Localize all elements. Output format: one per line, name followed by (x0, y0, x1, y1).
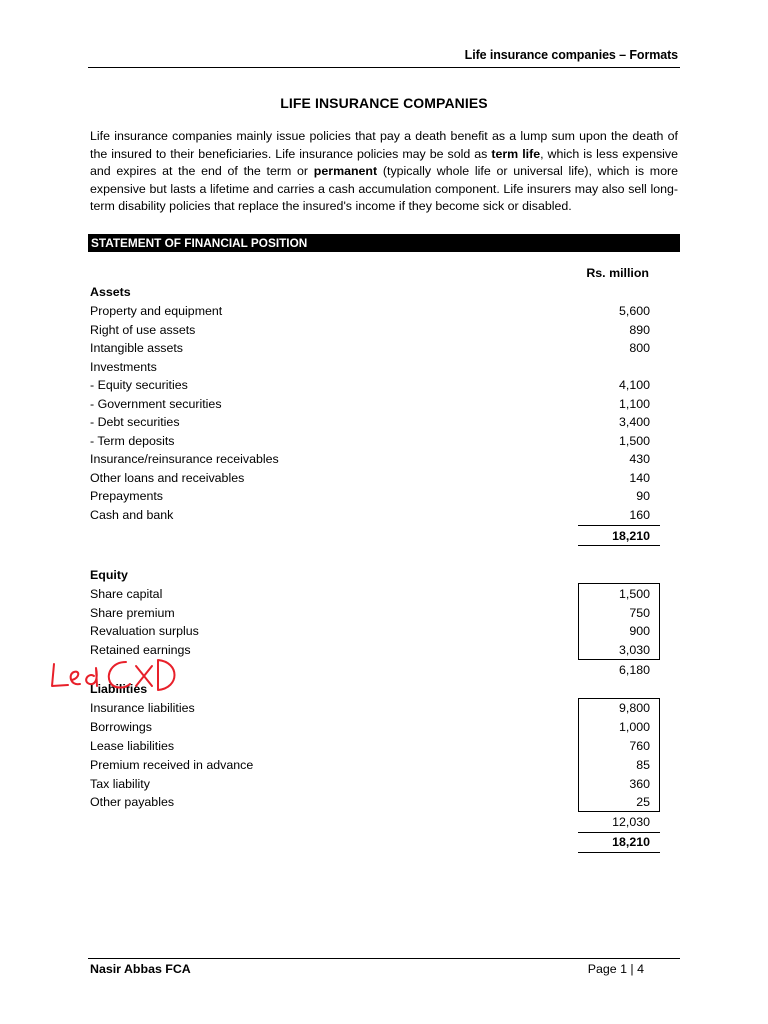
row-label: Lease liabilities (90, 739, 175, 753)
row-label: Intangible assets (90, 341, 183, 355)
statement-row (90, 302, 650, 321)
row-value: 3,030 (618, 642, 650, 657)
row-label: - Government securities (90, 396, 222, 411)
assets-total-row (90, 527, 650, 546)
statement-row (90, 450, 650, 469)
row-value: 25 (636, 795, 650, 809)
statement-row (90, 585, 650, 604)
equity-heading: Equity (90, 568, 128, 582)
handwritten-annotation (44, 652, 176, 696)
statement-row (90, 737, 650, 756)
row-label: Property and equipment (90, 304, 223, 318)
statement-row (90, 358, 650, 377)
row-value: 85 (636, 757, 650, 772)
row-label: Insurance/reinsurance receivables (90, 452, 279, 466)
statement-row (90, 699, 650, 718)
statement-row (90, 487, 650, 506)
section-heading: STATEMENT OF FINANCIAL POSITION (88, 234, 680, 252)
statement-row (90, 718, 650, 737)
row-label: - Term deposits (90, 433, 175, 448)
grand-total-row (90, 833, 650, 852)
footer-author: Nasir Abbas FCA (90, 962, 191, 976)
statement-row (90, 775, 650, 794)
intro-term-life: term life (491, 146, 541, 161)
assets-heading: Assets (90, 285, 131, 299)
intro-text-3: (typically whole life or universal life), which is more expensive but lasts a lifetime and carries a cash accumulation component. Life insurers may also sell long-term disability policies that replace the insured's income if they become sick or disabled. (90, 164, 678, 214)
statement-row (90, 395, 650, 414)
equity-heading-row (90, 566, 650, 585)
row-label: Premium received in advance (90, 757, 254, 772)
statement-row (90, 756, 650, 775)
row-label: Investments (90, 359, 157, 374)
footer-page-number: Page 1 | 4 (587, 962, 644, 976)
intro-paragraph (90, 128, 678, 216)
statement-row (90, 339, 650, 358)
row-value: 1,100 (618, 396, 650, 411)
statement-row (90, 413, 650, 432)
row-label: - Equity securities (90, 378, 188, 392)
assets-heading-row (90, 283, 650, 302)
statement-row (90, 622, 650, 641)
row-value: 1,500 (618, 586, 650, 601)
grand-total: 18,210 (612, 835, 650, 849)
intro-text-2: , which is less expensive and expires at the end of the term or (90, 146, 679, 179)
row-label: Other loans and receivables (90, 470, 245, 485)
statement-row (90, 376, 650, 395)
header-rule (88, 67, 680, 68)
row-label: - Debt securities (90, 415, 180, 429)
row-value: 760 (629, 739, 650, 753)
total-rule (578, 525, 660, 526)
row-label: Cash and bank (90, 507, 174, 522)
row-label: Borrowings (90, 720, 152, 734)
row-label: Share premium (90, 605, 175, 620)
row-value: 1,500 (618, 433, 650, 448)
row-value: 5,600 (618, 304, 650, 318)
liabilities-heading: Liabilities (90, 682, 148, 696)
statement-row (90, 604, 650, 623)
statement-row (90, 469, 650, 488)
statement-row (90, 432, 650, 451)
row-value: 1,000 (618, 720, 650, 734)
equity-total: 6,180 (618, 663, 650, 677)
row-value: 90 (636, 489, 650, 503)
statement-row (90, 321, 650, 340)
row-label: Retained earnings (90, 642, 191, 657)
liabilities-total-row (90, 813, 650, 832)
row-label: Other payables (90, 795, 175, 809)
header-title: Life insurance companies – Formats (464, 48, 678, 62)
row-value: 3,400 (618, 415, 650, 429)
liabilities-total: 12,030 (612, 815, 650, 829)
intro-text-1: Life insurance companies mainly issue policies that pay a death benefit as a lump sum upon the death of the insured to their beneficiaries. Life insurance policies may be sold as (90, 129, 678, 161)
statement-row (90, 506, 650, 525)
row-value: 900 (629, 624, 650, 638)
statement-row (90, 793, 650, 812)
total-rule (578, 852, 660, 853)
row-value: 4,100 (618, 378, 650, 392)
row-value: 9,800 (618, 701, 650, 715)
document-title: LIFE INSURANCE COMPANIES (280, 95, 488, 111)
row-value: 890 (629, 322, 650, 337)
unit-column-heading: Rs. million (586, 266, 649, 280)
intro-permanent: permanent (313, 164, 378, 179)
row-label: Prepayments (90, 489, 164, 503)
row-value: 800 (629, 341, 650, 355)
row-label: Share capital (90, 586, 163, 601)
row-label: Insurance liabilities (90, 701, 195, 715)
row-value: 360 (629, 776, 650, 791)
footer-rule (88, 958, 680, 959)
total-rule (578, 545, 660, 546)
row-label: Revaluation surplus (90, 624, 199, 638)
row-label: Tax liability (90, 776, 150, 791)
row-value: 140 (629, 470, 650, 485)
row-value: 430 (629, 452, 650, 466)
row-value: 160 (629, 507, 650, 522)
row-value: 750 (629, 605, 650, 620)
assets-total: 18,210 (612, 529, 650, 543)
row-label: Right of use assets (90, 322, 196, 337)
